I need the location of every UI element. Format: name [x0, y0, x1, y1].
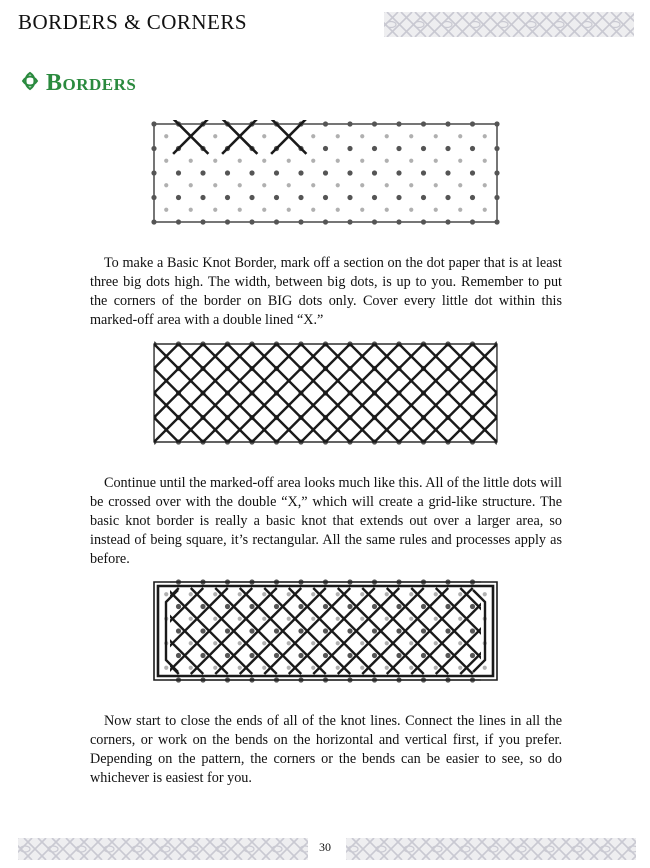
knotwork-pattern	[346, 838, 636, 860]
knotwork-pattern	[384, 12, 634, 37]
running-head: BORDERS & CORNERS	[18, 10, 248, 34]
instruction-paragraph-2: Continue until the marked-off area looks much like this. All of the little dots will be crossed over with the double “X,” which will create a grid-like structure. The basic knot border is really a basic knot that extends out over a larger area, so instead of being square, it’s rectangular. All the same rules and processes apply as before.	[90, 475, 562, 568]
knot-border-figure-step-2	[150, 340, 502, 448]
instruction-paragraph-3: Now start to close the ends of all of the knot lines. Connect the lines in all the corners, or work on the bends on the horizontal and vertical first, if you prefer. Depending on the pattern, the corners or the bends can be easier to see, so do whichever is easiest for you.	[90, 713, 562, 787]
knot-border-figure-step-1	[150, 120, 502, 228]
footer-knotwork-band-left	[18, 838, 308, 860]
knotwork-pattern	[18, 838, 308, 860]
footer-knotwork-band-right	[346, 838, 636, 860]
section-title: Borders	[46, 70, 137, 96]
dot-grid-diagram	[150, 340, 502, 448]
celtic-knot-icon	[20, 71, 40, 96]
page-number: 30	[319, 840, 331, 854]
instruction-paragraph-1: To make a Basic Knot Border, mark off a section on the dot paper that is at least three big dots high. The width, between big dots, is up to you. Remember to put the corners of the border on BIG dots only. Cover every little dot within this marked-off area with a double lined “X.”	[90, 255, 562, 329]
header-knotwork-band	[384, 12, 634, 37]
page-header	[0, 0, 650, 50]
dot-grid-diagram	[150, 120, 502, 228]
section-heading	[20, 70, 136, 97]
knot-border-figure-step-3	[150, 578, 502, 686]
dot-grid-diagram	[150, 578, 502, 686]
